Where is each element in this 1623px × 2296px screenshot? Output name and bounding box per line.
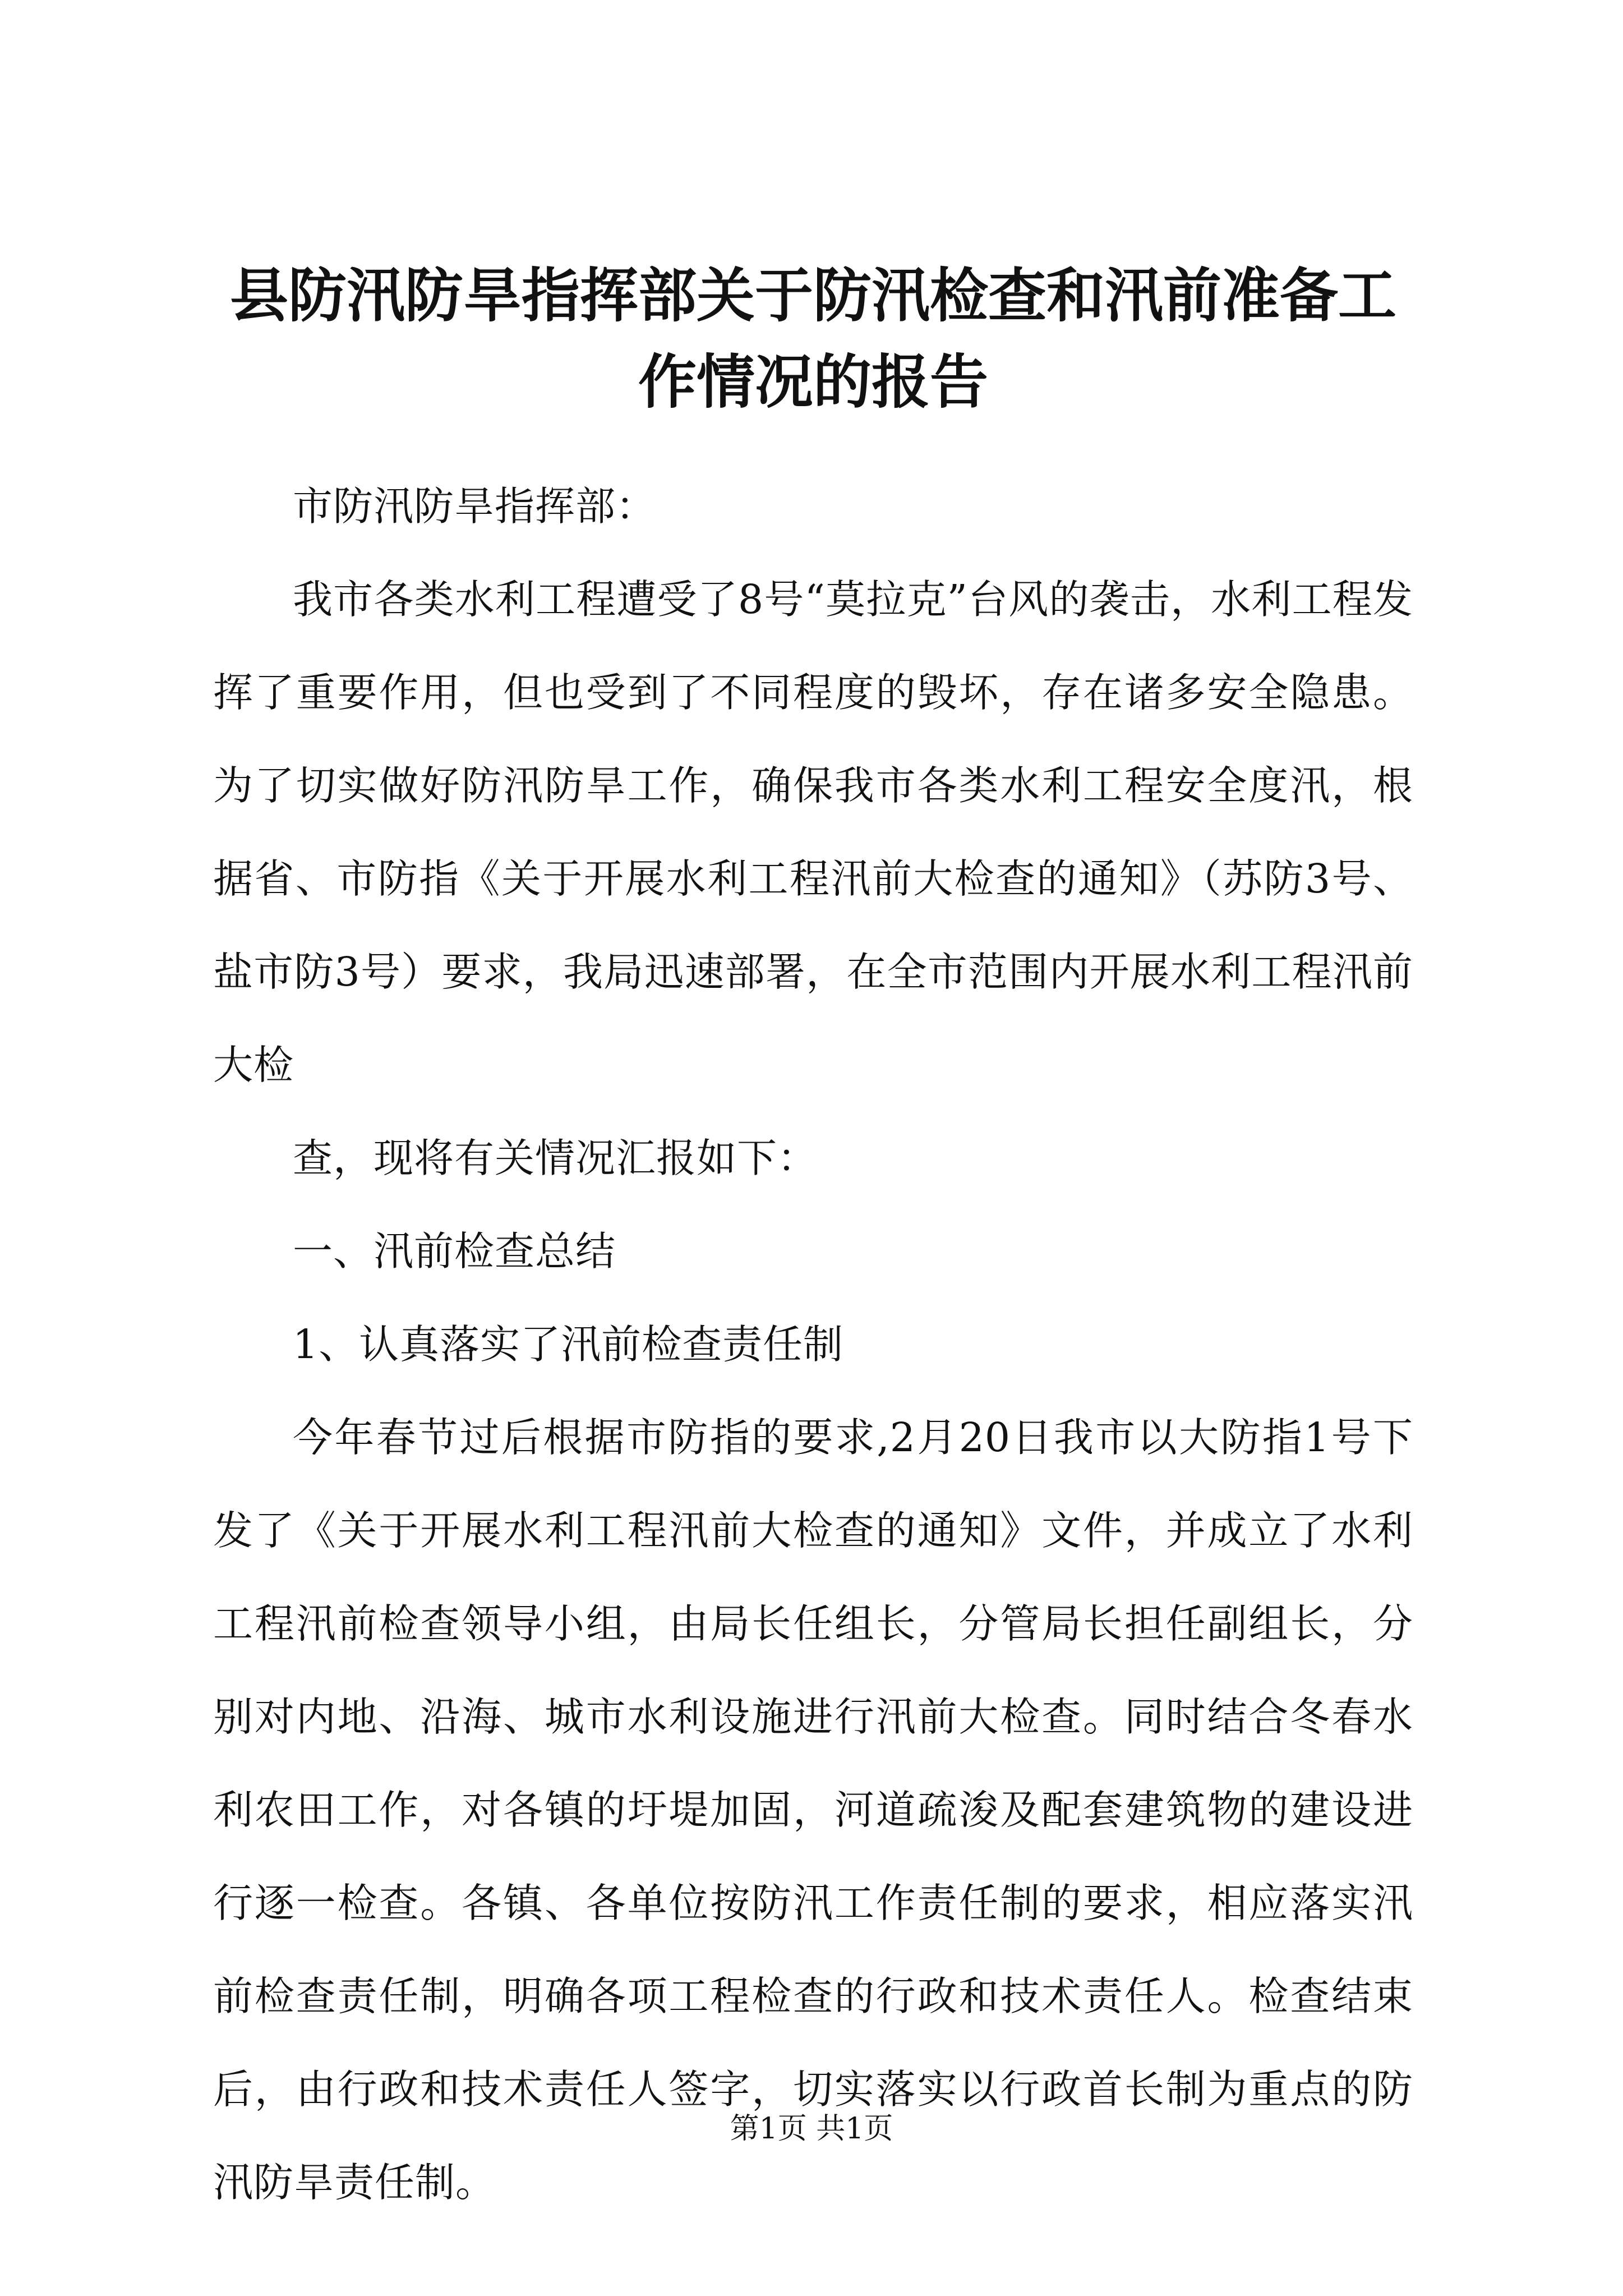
paragraph-report-lead: 查，现将有关情况汇报如下： [293, 1135, 818, 1181]
paragraph-details: 今年春节过后根据市防指的要求,2月20日我市以大防指1号下发了《关于开展水利工程汛前大检查的通知》文件，并成立了水利工程汛前检查领导小组，由局长任组长，分管局长担任副组长，分别对内地、沿海、城市水利设施进行汛前大检查。同时结合冬春水利农田工作，对各镇的圩堤加固，河道疏浚及配套建筑物的建设进行逐一检查。各镇、各单位按防汛工作责任制的要求，相应落实汛前检查责任制，明确各项工程检查的行政和技术责任人。检查结束后，由行政和技术责任人签字，切实落实以行政首长制为重点的防汛防旱责任制。 [213, 1414, 1413, 2206]
salutation: 市防汛防旱指挥部： [293, 483, 657, 530]
paragraph-intro: 我市各类水利工程遭受了8号“莫拉克”台风的袭击，水利工程发挥了重要作用，但也受到了不同程度的毁坏，存在诸多安全隐患。为了切实做好防汛防旱工作，确保我市各类水利工程安全度汛，根据省、市防指《关于开展水利工程汛前大检查的通知》（苏防3号、盐市防3号）要求，我局迅速部署，在全市范围内开展水利工程汛前大检 [213, 576, 1413, 1088]
document-body [213, 460, 1413, 2229]
document-title: 县防汛防旱指挥部关于防汛检查和汛前准备工作情况的报告 [229, 261, 1396, 416]
subsection-heading: 1、认真落实了汛前检查责任制 [293, 1321, 844, 1368]
page-footer: 第1页 共1页 [730, 2112, 893, 2146]
section-heading: 一、汛前检查总结 [293, 1228, 616, 1274]
